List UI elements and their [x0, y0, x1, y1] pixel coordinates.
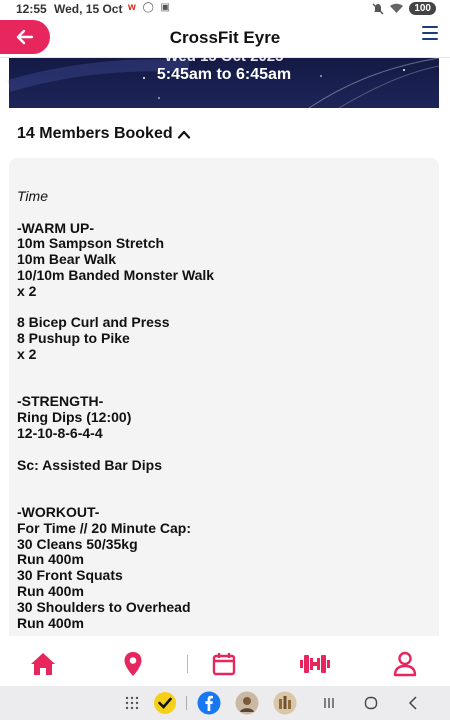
menu-bar-2 [422, 32, 438, 34]
workout-line: -WARM UP- [17, 219, 94, 236]
hamburger-menu-button[interactable] [422, 26, 438, 40]
workout-blank-line [17, 300, 431, 316]
home-circle-button[interactable] [362, 690, 380, 716]
banner-date-partial: Wed 15 Oct 2025 [164, 48, 284, 65]
nav-workouts[interactable] [299, 651, 331, 677]
class-banner [9, 48, 439, 108]
workout-line: 12-10-8-6-4-4 [17, 424, 103, 441]
instagram-icon: ◯ [142, 2, 156, 13]
workout-line: Run 400m [17, 582, 84, 599]
workout-line: Ring Dips (12:00) [17, 409, 132, 426]
class-time-range: 5:45am to 6:45am [156, 66, 292, 83]
dumbbell-icon [300, 653, 330, 675]
nav-calendar[interactable] [210, 651, 238, 677]
norton-app-button[interactable] [152, 690, 178, 716]
home-circle-icon [364, 696, 378, 710]
workout-line: 8 Bicep Curl and Press [17, 314, 170, 331]
sys-divider [186, 696, 187, 710]
battery-indicator: 100 [409, 2, 436, 15]
recent-app-button[interactable] [234, 690, 260, 716]
workout-line: 10m Sampson Stretch [17, 235, 165, 252]
status-right-icons [372, 2, 436, 15]
nav-location[interactable] [119, 651, 147, 677]
menu-bar-1 [422, 26, 438, 28]
workout-line: 10/10m Banded Monster Walk [17, 266, 215, 283]
bottom-navigation [0, 640, 450, 686]
page-title: CrossFit Eyre [169, 28, 281, 47]
workout-line: 8 Pushup to Pike [17, 330, 130, 347]
notification-icons [128, 2, 172, 13]
workout-line: Sc: Assisted Bar Dips [17, 456, 162, 473]
workout-blank-line [17, 442, 431, 458]
back-chevron-button[interactable] [404, 690, 422, 716]
members-booked-toggle[interactable] [17, 125, 190, 143]
back-chevron-icon [408, 696, 418, 710]
wifi-icon [390, 3, 403, 14]
mute-icon [372, 3, 384, 15]
nav-profile[interactable] [391, 651, 419, 677]
app-drawer-button[interactable] [122, 690, 142, 716]
workout-line: For Time // 20 Minute Cap: [17, 519, 191, 536]
workout-line: Time [17, 188, 48, 204]
workout-line: Run 400m [17, 551, 84, 568]
image-icon: ▣ [160, 2, 172, 13]
workout-blank-line [17, 489, 431, 505]
recents-button[interactable] [320, 690, 338, 716]
profile-icon [393, 651, 417, 677]
nav-home[interactable] [29, 651, 57, 677]
facebook-app-icon [197, 691, 221, 715]
menu-bar-3 [422, 38, 438, 40]
nav-divider [187, 655, 188, 673]
workout-line: Run 400m [17, 614, 84, 631]
norton-app-icon [153, 691, 177, 715]
facebook-app-button[interactable] [196, 690, 222, 716]
recent-app-button-2[interactable] [272, 690, 298, 716]
workout-line: 10m Bear Walk [17, 251, 117, 268]
recent-app-icon-2 [273, 691, 297, 715]
recents-icon [323, 697, 335, 709]
location-pin-icon [123, 651, 143, 677]
workout-line: x 2 [17, 345, 37, 362]
recent-app-icon [235, 691, 259, 715]
workout-line: -STRENGTH- [17, 393, 104, 410]
status-bar [0, 0, 450, 18]
app-drawer-icon [125, 696, 139, 710]
status-time: 12:55 [16, 2, 47, 16]
workout-line: x 2 [17, 282, 37, 299]
workout-blank-line [17, 205, 431, 221]
workout-blank-line [17, 473, 431, 489]
home-icon [30, 652, 56, 676]
system-navigation-bar [0, 686, 450, 720]
workout-lines [17, 189, 431, 631]
workout-line: 30 Shoulders to Overhead [17, 598, 191, 615]
calendar-icon [212, 652, 236, 676]
chevron-up-icon [178, 130, 190, 139]
members-booked-label: 14 Members Booked [17, 125, 173, 142]
workout-blank-line [17, 363, 431, 379]
workout-line: 30 Cleans 50/35kg [17, 535, 138, 552]
workout-line: -WORKOUT- [17, 503, 100, 520]
workout-line: 30 Front Squats [17, 567, 123, 584]
workout-description-card [9, 158, 439, 636]
status-date: Wed, 15 Oct [54, 2, 123, 16]
workout-blank-line [17, 379, 431, 395]
w-app-icon: w [128, 2, 138, 13]
